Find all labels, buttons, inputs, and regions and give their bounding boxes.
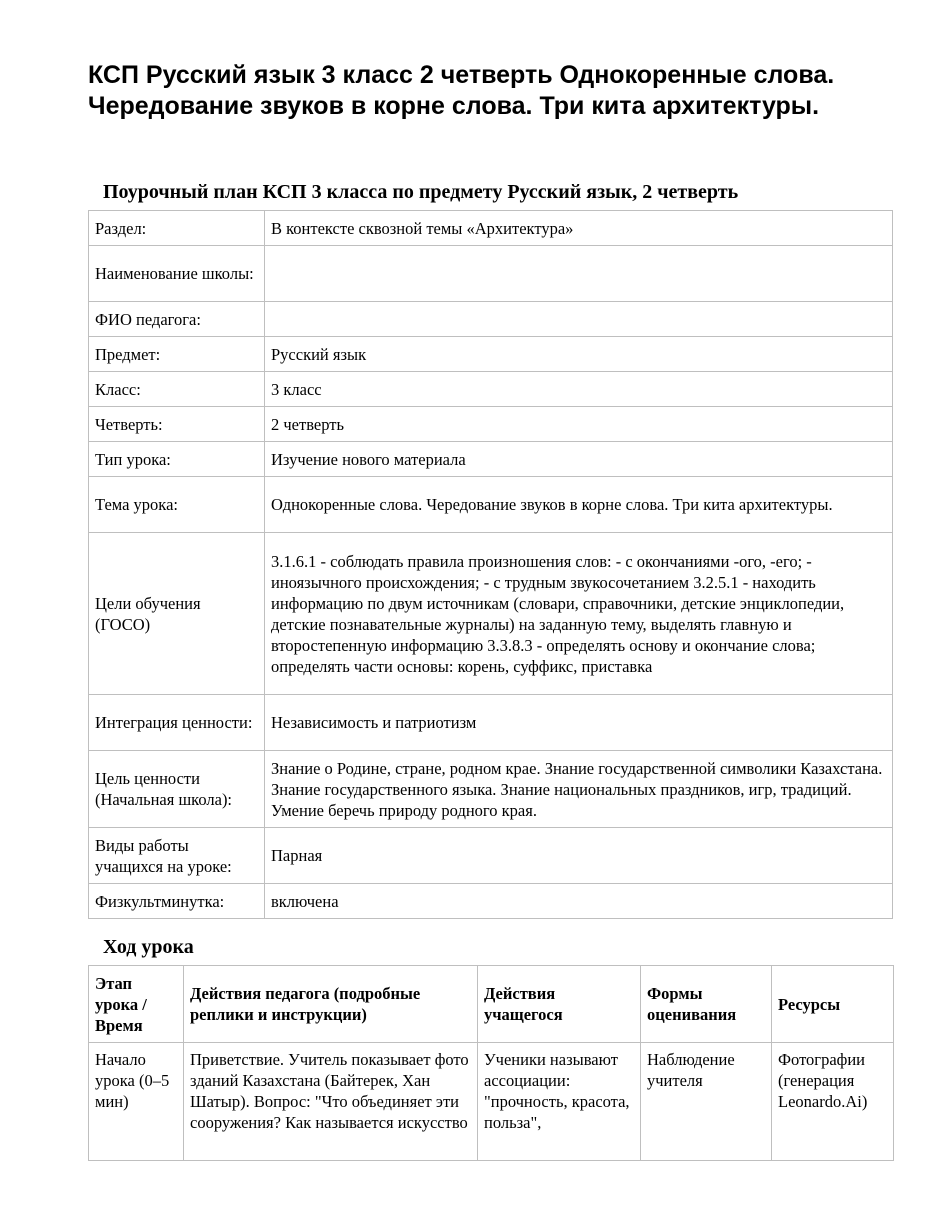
info-label: Раздел: bbox=[89, 211, 265, 246]
table-row bbox=[89, 884, 893, 919]
cell-student: Ученики называют ассоциации: "прочность, красота, польза", bbox=[478, 1043, 641, 1161]
info-label: Четверть: bbox=[89, 407, 265, 442]
info-value: Однокоренные слова. Чередование звуков в корне слова. Три кита архитектуры. bbox=[265, 477, 893, 533]
info-value bbox=[265, 246, 893, 302]
info-label: Физкультминутка: bbox=[89, 884, 265, 919]
info-value: 3.1.6.1 - соблюдать правила произношения слов: - с окончаниями -ого, -его; - иноязычного происхождения; - с трудным звукосочетанием 3.2.5.1 - находить информацию по двум источникам (словари, справочники, детские энциклопедии, детские познавательные журналы) на заданную тему, выделять главную и второстепенную информацию 3.3.8.3 - определять основу и окончание слова; определять части основы: корень, суффикс, приставка bbox=[265, 533, 893, 695]
document-title: КСП Русский язык 3 класс 2 четверть Однокоренные слова. Чередование звуков в корне слова. Три кита архитектуры. bbox=[88, 61, 835, 120]
table-row bbox=[89, 337, 893, 372]
info-label: Тема урока: bbox=[89, 477, 265, 533]
column-header-teacher: Действия педагога (подробные реплики и инструкции) bbox=[184, 966, 478, 1043]
table-row bbox=[89, 246, 893, 302]
cell-assessment: Наблюдение учителя bbox=[641, 1043, 772, 1161]
cell-teacher: Приветствие. Учитель показывает фото зданий Казахстана (Байтерек, Хан Шатыр). Вопрос: "Что объединяет эти сооружения? Как называется искусство bbox=[184, 1043, 478, 1161]
info-label: Наименование школы: bbox=[89, 246, 265, 302]
info-label: Виды работы учащихся на уроке: bbox=[89, 828, 265, 884]
info-value: Независимость и патриотизм bbox=[265, 695, 893, 751]
info-value: Изучение нового материала bbox=[265, 442, 893, 477]
info-value bbox=[265, 302, 893, 337]
column-header-resources: Ресурсы bbox=[772, 966, 894, 1043]
cell-stage: Начало урока (0–5 мин) bbox=[89, 1043, 184, 1161]
course-heading: Ход урока bbox=[103, 936, 194, 958]
column-header-stage: Этап урока / Время bbox=[89, 966, 184, 1043]
table-row bbox=[89, 372, 893, 407]
table-row bbox=[89, 751, 893, 828]
table-header-row bbox=[89, 966, 894, 1043]
table-row bbox=[89, 1043, 894, 1161]
info-value: В контексте сквозной темы «Архитектура» bbox=[265, 211, 893, 246]
info-label: Интеграция ценности: bbox=[89, 695, 265, 751]
table-row bbox=[89, 477, 893, 533]
table-row bbox=[89, 211, 893, 246]
cell-resources: Фотографии (генерация Leonardo.Ai) bbox=[772, 1043, 894, 1161]
info-label: Цель ценности (Начальная школа): bbox=[89, 751, 265, 828]
info-value: включена bbox=[265, 884, 893, 919]
table-row bbox=[89, 407, 893, 442]
info-label: Цели обучения (ГОСО) bbox=[89, 533, 265, 695]
column-header-student: Действия учащегося bbox=[478, 966, 641, 1043]
table-row bbox=[89, 695, 893, 751]
info-label: Предмет: bbox=[89, 337, 265, 372]
info-label: ФИО педагога: bbox=[89, 302, 265, 337]
info-value: Русский язык bbox=[265, 337, 893, 372]
table-row bbox=[89, 828, 893, 884]
plan-heading: Поурочный план КСП 3 класса по предмету Русский язык, 2 четверть bbox=[103, 181, 739, 203]
table-row bbox=[89, 442, 893, 477]
table-row bbox=[89, 533, 893, 695]
lesson-course-table bbox=[88, 965, 894, 1161]
info-value: 3 класс bbox=[265, 372, 893, 407]
info-value: 2 четверть bbox=[265, 407, 893, 442]
info-value: Парная bbox=[265, 828, 893, 884]
info-label: Тип урока: bbox=[89, 442, 265, 477]
info-label: Класс: bbox=[89, 372, 265, 407]
table-row bbox=[89, 302, 893, 337]
lesson-info-table bbox=[88, 210, 893, 919]
info-value: Знание о Родине, стране, родном крае. Знание государственной символики Казахстана. Знание государственного языка. Знание национальных праздников, игр, традиций. Умение беречь природу родного края. bbox=[265, 751, 893, 828]
column-header-assessment: Формы оценивания bbox=[641, 966, 772, 1043]
